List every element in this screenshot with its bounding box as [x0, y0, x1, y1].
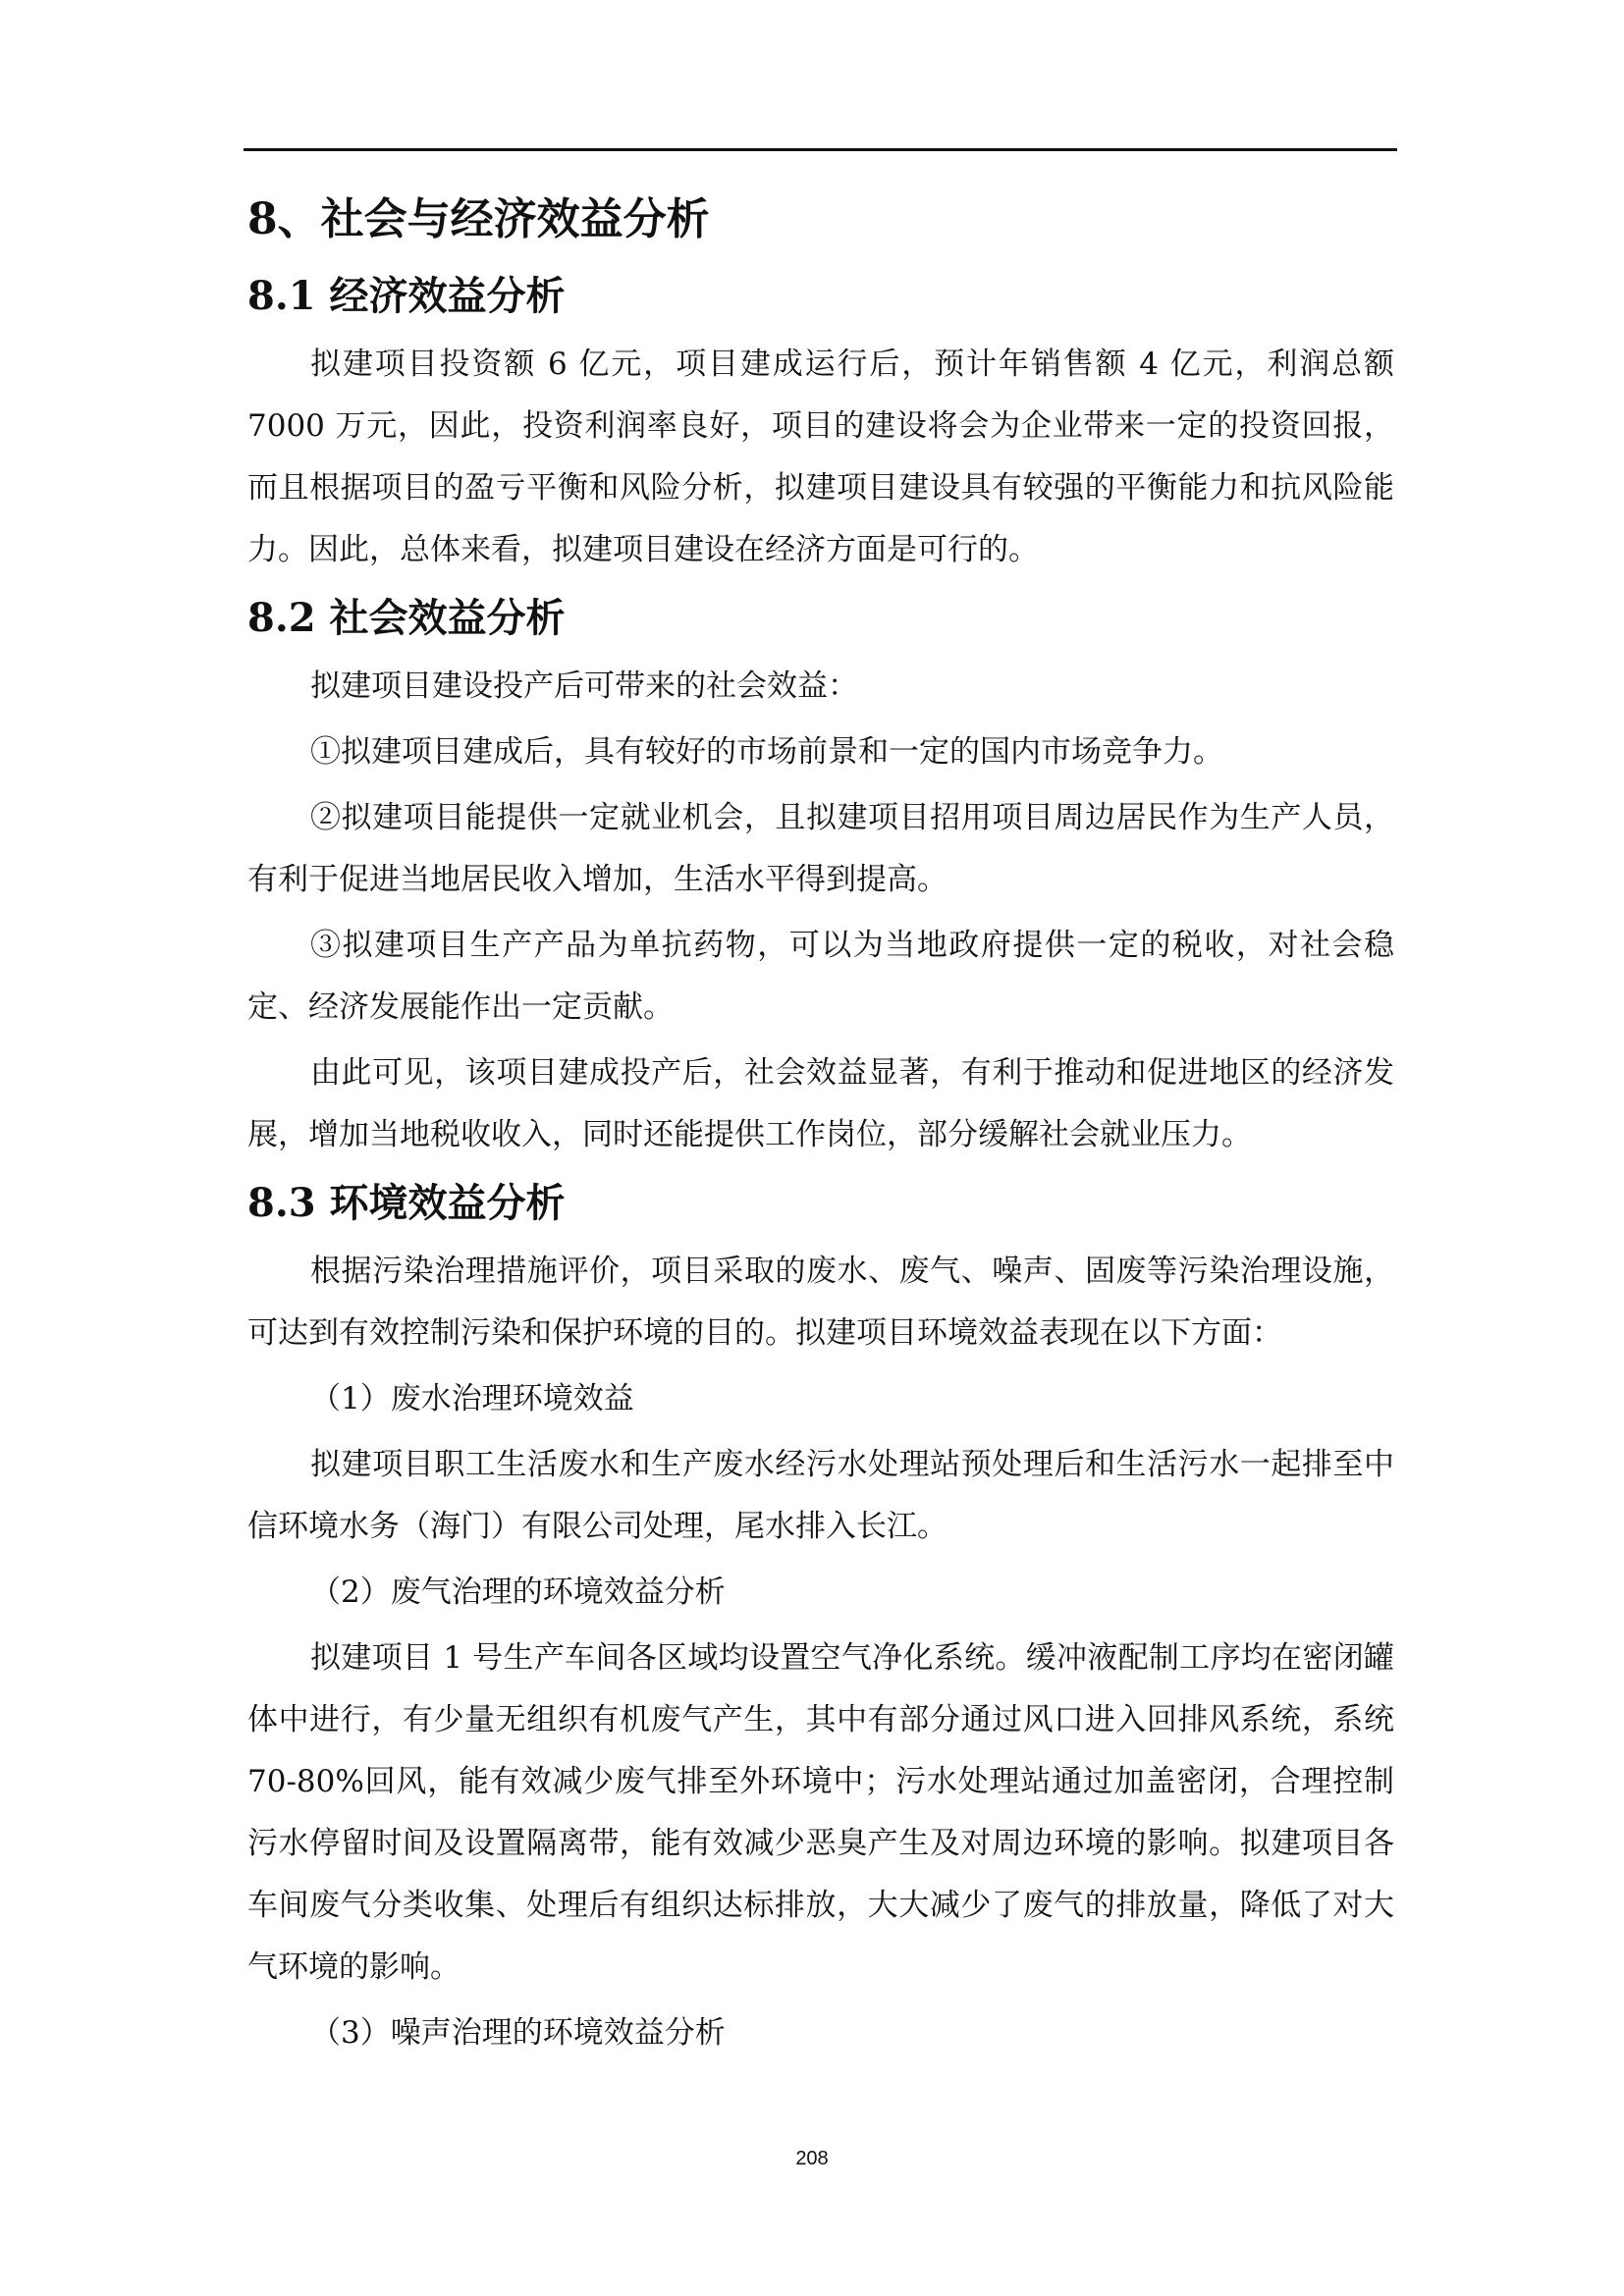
paragraph: 由此可见，该项目建成投产后，社会效益显著，有利于推动和促进地区的经济发展，增加当地税收收入，同时还能提供工作岗位，部分缓解社会就业压力。	[247, 1055, 1394, 1152]
list-item: ②拟建项目能提供一定就业机会，且拟建项目招用项目周边居民作为生产人员，有利于促进当地居民收入增加，生活水平得到提高。	[247, 800, 1394, 897]
header-rule	[244, 148, 1397, 151]
section-title-8-2: 8.2 社会效益分析	[247, 595, 566, 641]
chapter-title: 8、社会与经济效益分析	[247, 194, 710, 244]
subheading: （3）噪声治理的环境效益分析	[310, 2015, 726, 2051]
subheading: （2）废气治理的环境效益分析	[310, 1575, 726, 1610]
paragraph: 拟建项目 1 号生产车间各区域均设置空气净化系统。缓冲液配制工序均在密闭罐体中进行，有少量无组织有机废气产生，其中有部分通过风口进入回排风系统，系统 70-80%回风，能有效减少废气排至外环境中；污水处理站通过加盖密闭，合理控制污水停留时间及设置隔离带，能有效减少恶臭产生及对周边环境的影响。拟建项目各车间废气分类收集、处理后有组织达标排放，大大减少了废气的排放量，降低了对大气环境的影响。	[247, 1640, 1394, 1985]
list-item: ③拟建项目生产产品为单抗药物，可以为当地政府提供一定的税收，对社会稳定、经济发展能作出一定贡献。	[247, 928, 1394, 1025]
paragraph: 拟建项目职工生活废水和生产废水经污水处理站预处理后和生活污水一起排至中信环境水务（海门）有限公司处理，尾水排入长江。	[247, 1447, 1394, 1544]
paragraph: 根据污染治理措施评价，项目采取的废水、废气、噪声、固废等污染治理设施，可达到有效控制污染和保护环境的目的。拟建项目环境效益表现在以下方面：	[247, 1254, 1394, 1351]
paragraph: 拟建项目投资额 6 亿元，项目建成运行后，预计年销售额 4 亿元，利润总额 7000 万元，因此，投资利润率良好，项目的建设将会为企业带来一定的投资回报，而且根据项目的盈亏平衡和风险分析，拟建项目建设具有较强的平衡能力和抗风险能力。因此，总体来看，拟建项目建设在经济方面是可行的。	[247, 347, 1394, 567]
paragraph: 拟建项目建设投产后可带来的社会效益：	[310, 668, 858, 704]
page-number: 208	[795, 2148, 829, 2169]
list-item: ①拟建项目建成后，具有较好的市场前景和一定的国内市场竞争力。	[310, 734, 1223, 770]
section-title-8-3: 8.3 环境效益分析	[247, 1180, 566, 1226]
page-content	[247, 187, 1394, 2068]
section-title-8-1: 8.1 经济效益分析	[247, 273, 566, 319]
subheading: （1）废水治理环境效益	[310, 1381, 634, 1416]
